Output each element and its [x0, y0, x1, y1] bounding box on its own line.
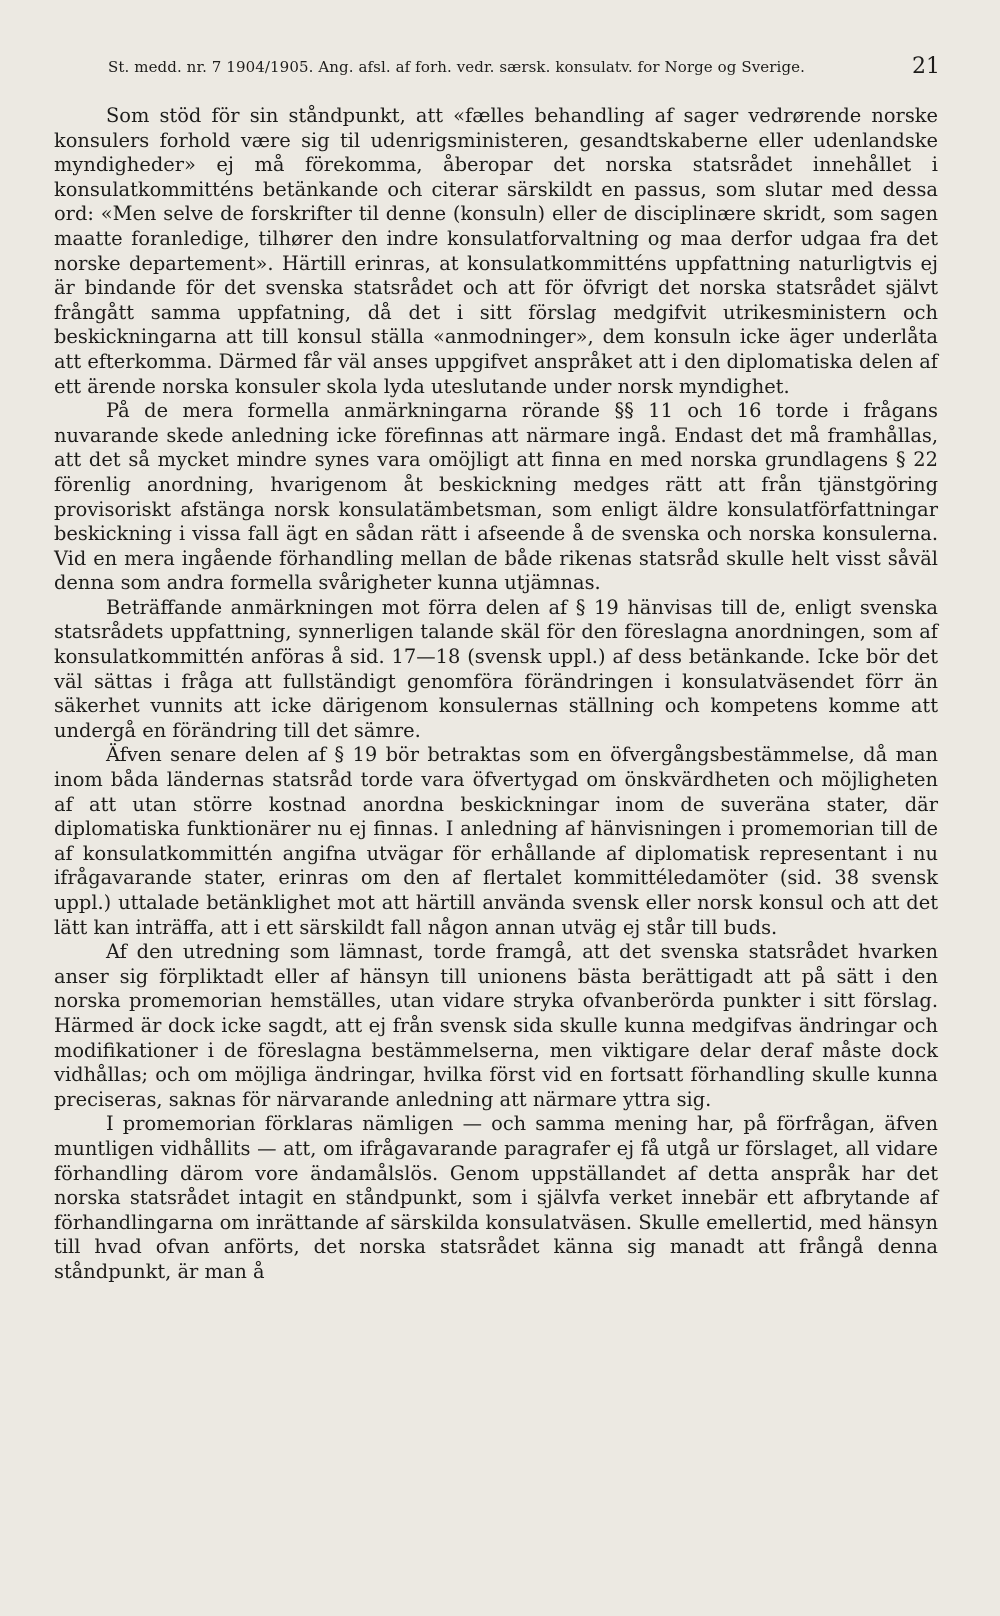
paragraph: I promemorian förklaras nämligen — och samma mening har, på förfrågan, äfven muntligen vidhållits — att, om ifrågavarande paragrafer ej få utgå ur förslaget, all vidare förhandling därom vore ändamålslös. Genom uppställandet af detta anspråk har det norska statsrådet intagit en ståndpunkt, som i självfa verket innebär ett afbrytande af förhandlingarna om inrättande af särskilda konsulatväsen. Skulle emellertid, med hänsyn till hvad ofvan anförts, det norska statsrådet känna sig manadt att frångå denna ståndpunkt, är man å	[54, 1112, 938, 1283]
page-number: 21	[912, 54, 940, 79]
body-text	[54, 104, 938, 1285]
paragraph: Äfven senare delen af § 19 bör betraktas som en öfvergångsbestämmelse, då man inom båda ländernas statsråd torde vara öfvertygad om önskvärdheten och möjligheten af att utan större kostnad anordna beskickningar inom de suveräna stater, där diplomatiska funktionärer nu ej finnas. I anledning af hänvisningen i promemorian till de af konsulatkommittén angifna utvägar för erhållande af diplomatisk representant i nu ifrågavarande stater, erinras om den af flertalet kommittéledamöter (sid. 38 svensk uppl.) uttalade betänklighet mot att härtill använda svensk eller norsk konsul och att det lätt kan inträffa, att i ett särskildt fall någon annan utväg ej står till buds.	[54, 743, 938, 939]
paragraph: På de mera formella anmärkningarna rörande §§ 11 och 16 torde i frågans nuvarande skede anledning icke förefinnas att närmare ingå. Endast det må framhållas, att det så mycket mindre synes vara omöjligt att finna en med norska grundlagens § 22 förenlig anordning, hvarigenom åt beskickning medges rätt att från tjänstgöring provisoriskt afstänga norsk konsulatämbetsman, som enligt äldre konsulatförfattningar beskickning i vissa fall ägt en sådan rätt i afseende å de svenska och norska konsulerna. Vid en mera ingående förhandling mellan de både rikenas statsråd skulle helt visst såväl denna som andra formella svårigheter kunna utjämnas.	[54, 399, 938, 595]
paragraph: Beträffande anmärkningen mot förra delen af § 19 hänvisas till de, enligt svenska statsrådets uppfattning, synnerligen talande skäl för den föreslagna anordningen, som af konsulatkommittén anföras å sid. 17—18 (svensk uppl.) af dess betänkande. Icke bör det väl sättas i fråga att fullständigt genomföra förändringen i konsulatväsendet förr än säkerhet vunnits att icke därigenom konsulernas ställning och kompetens komme att undergå en förändring till det sämre.	[54, 595, 938, 742]
running-header	[108, 52, 940, 86]
paragraph: Af den utredning som lämnast, torde framgå, att det svenska statsrådet hvarken anser sig förpliktadt eller af hänsyn till unionens bästa berättigadt att på sätt i den norska promemorian hemställes, utan vidare stryka ofvanberörda punkter i sitt förslag. Härmed är dock icke sagdt, att ej från svensk sida skulle kunna medgifvas ändringar och modifikationer i de föreslagna bestämmelserna, men viktigare delar deraf måste dock vidhållas; och om möjliga ändringar, hvilka först vid en fortsatt förhandling skulle kunna preciseras, saknas för närvarande anledning att närmare yttra sig.	[54, 940, 938, 1111]
paragraph: Som stöd för sin ståndpunkt, att «fælles behandling af sager vedrørende norske konsulers forhold være sig til udenrigsministeren, gesandtskaberne eller udenlandske myndigheder» ej må förekomma, åberopar det norska statsrådet innehållet i konsulatkommitténs betänkande och citerar särskildt en passus, som slutar med dessa ord: «Men selve de forskrifter til denne (konsuln) eller de disciplinære skridt, som sagen maatte foranledige, tilhører den indre konsulatforvaltning og maa derfor udgaa fra det norske departement». Härtill erinras, at konsulatkommitténs uppfattning naturligtvis ej är bindande för det svenska statsrådet och att för öfvrigt det norska statsrådet självt frångått samma uppfatning, då det i sitt förslag medgifvit utrikesministern och beskickningarna att till konsul ställa «anmodninger», dem konsuln icke äger underlåta att efterkomma. Därmed får väl anses uppgifvet anspråket att i den diplomatiska delen af ett ärende norska konsuler skola lyda uteslutande under norsk myndighet.	[54, 104, 938, 398]
running-title: St. medd. nr. 7 1904/1905. Ang. afsl. af forh. vedr. særsk. konsulatv. for Norge og Sverige.	[108, 58, 805, 76]
